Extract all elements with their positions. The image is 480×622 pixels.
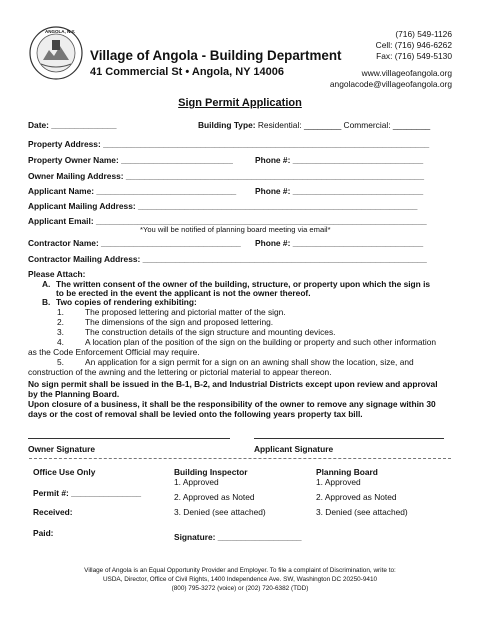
inspector-option[interactable]: 2. Approved as Noted — [174, 492, 255, 502]
email-link[interactable]: angolacode@villageofangola.org — [329, 78, 452, 89]
applicant-email-field[interactable]: Applicant Email: _______________________________________________________________________ — [28, 216, 427, 226]
attach-a-line1: The written consent of the owner of the building, structure, or property upon which the sign is — [56, 279, 431, 289]
item-number: 3. — [57, 327, 64, 337]
inspector-option[interactable]: 1. Approved — [174, 477, 219, 487]
email-note: *You will be notified of planning board meeting via email* — [140, 225, 331, 234]
inspector-signature-field[interactable]: Signature: __________________ — [174, 532, 302, 542]
attach-a-letter: A. — [42, 279, 51, 289]
department-title: Village of Angola - Building Department — [90, 48, 342, 63]
item-text: An application for a sign permit for a sign on an awning shall show the location, size, and — [85, 357, 414, 367]
closure-notice: Upon closure of a business, it shall be the responsibility of the owner to remove any signage within 30 — [28, 399, 436, 409]
item-continuation: as the Code Enforcement Official may require. — [28, 347, 200, 357]
board-option[interactable]: 1. Approved — [316, 477, 361, 487]
item-number: 5. — [57, 357, 64, 367]
footer-line: (800) 795-3272 (voice) or (202) 720-6382 (TDD) — [171, 585, 309, 592]
date-field[interactable]: Date: ______________ — [28, 120, 117, 130]
attach-a-line2: to be erected in the event the applicant is not the owner thereof. — [56, 288, 311, 298]
office-use-title: Office Use Only — [33, 467, 96, 477]
item-text: A location plan of the position of the sign on the building or property and such other information — [85, 337, 437, 347]
item-number: 1. — [57, 307, 64, 317]
applicant-signature-label: Applicant Signature — [254, 444, 334, 454]
item-text: The construction details of the sign structure and mounting devices. — [85, 327, 336, 337]
owner-signature-line[interactable] — [28, 438, 230, 439]
planning-board-notice: by the Planning Board. — [28, 389, 120, 399]
phone-cell: Cell: (716) 946-6262 — [375, 40, 452, 50]
contact-phones — [376, 29, 452, 62]
property-address-field[interactable]: Property Address: ______________________________________________________________________ — [28, 139, 430, 149]
planning-board-title: Planning Board — [316, 467, 378, 477]
building-inspector-title: Building Inspector — [174, 467, 248, 477]
building-type-label: Building Type: — [198, 120, 256, 130]
item-number: 4. — [57, 337, 64, 347]
paid-field[interactable]: Paid: — [33, 528, 54, 538]
item-text: The dimensions of the sign and proposed lettering. — [85, 317, 274, 327]
divider — [29, 458, 451, 459]
owner-phone-field[interactable]: Phone #: ____________________________ — [255, 155, 424, 165]
inspector-option[interactable]: 3. Denied (see attached) — [174, 507, 266, 517]
applicant-phone-field[interactable]: Phone #: ____________________________ — [255, 186, 424, 196]
contractor-mailing-field[interactable]: Contractor Mailing Address: _____________________________________________________________ — [28, 254, 427, 264]
planning-board-notice: No sign permit shall be issued in the B-1, B-2, and Industrial Districts except upon review and approval — [28, 379, 438, 389]
property-owner-name-field[interactable]: Property Owner Name: ________________________ — [28, 155, 233, 165]
owner-signature-label: Owner Signature — [28, 444, 96, 454]
seal-text: ANGOLA, N.Y. — [45, 29, 76, 34]
board-option[interactable]: 2. Approved as Noted — [316, 492, 397, 502]
applicant-signature-line[interactable] — [254, 438, 444, 439]
board-option[interactable]: 3. Denied (see attached) — [316, 507, 408, 517]
applicant-mailing-field[interactable]: Applicant Mailing Address: ____________________________________________________________ — [28, 201, 418, 211]
attach-b-letter: B. — [42, 297, 51, 307]
footer-line: USDA, Director, Office of Civil Rights, 1400 Independence Ave. SW, Washington DC 20250-9410 — [102, 576, 378, 583]
website-link[interactable]: www.villageofangola.org — [361, 68, 452, 78]
department-address: 41 Commercial St • Angola, NY 14006 — [90, 66, 284, 78]
form-title: Sign Permit Application — [178, 97, 302, 109]
item-text: The proposed lettering and pictorial matter of the sign. — [85, 307, 286, 317]
footer-line: Village of Angola is an Equal Opportunity Provider and Employer. To file a complaint of Discrimination, write to: — [84, 567, 396, 574]
received-field[interactable]: Received: — [33, 507, 73, 517]
permit-number-field[interactable]: Permit #: _______________ — [33, 488, 142, 498]
phone-fax: Fax: (716) 549-5130 — [376, 51, 452, 61]
contact-web — [330, 68, 452, 89]
building-type-options[interactable]: Residential: ________ Commercial: ________ — [257, 120, 431, 130]
contractor-phone-field[interactable]: Phone #: ____________________________ — [255, 238, 424, 248]
applicant-name-field[interactable]: Applicant Name: ______________________________ — [28, 186, 237, 196]
owner-mailing-field[interactable]: Owner Mailing Address: ________________________________________________________________ — [28, 171, 424, 181]
phone-main: (716) 549-1126 — [395, 29, 452, 39]
building-type-field[interactable] — [198, 120, 430, 130]
item-number: 2. — [57, 317, 64, 327]
village-seal — [29, 26, 83, 80]
closure-notice: days or the cost of removal shall be levied onto the following years property tax bill. — [28, 409, 363, 419]
contractor-name-field[interactable]: Contractor Name: ______________________________ — [28, 238, 241, 248]
attach-b-line: Two copies of rendering exhibiting: — [56, 297, 197, 307]
please-attach-heading: Please Attach: — [28, 269, 86, 279]
item-continuation: construction of the awning and the lettering or pictorial material to appear thereon. — [28, 367, 332, 377]
